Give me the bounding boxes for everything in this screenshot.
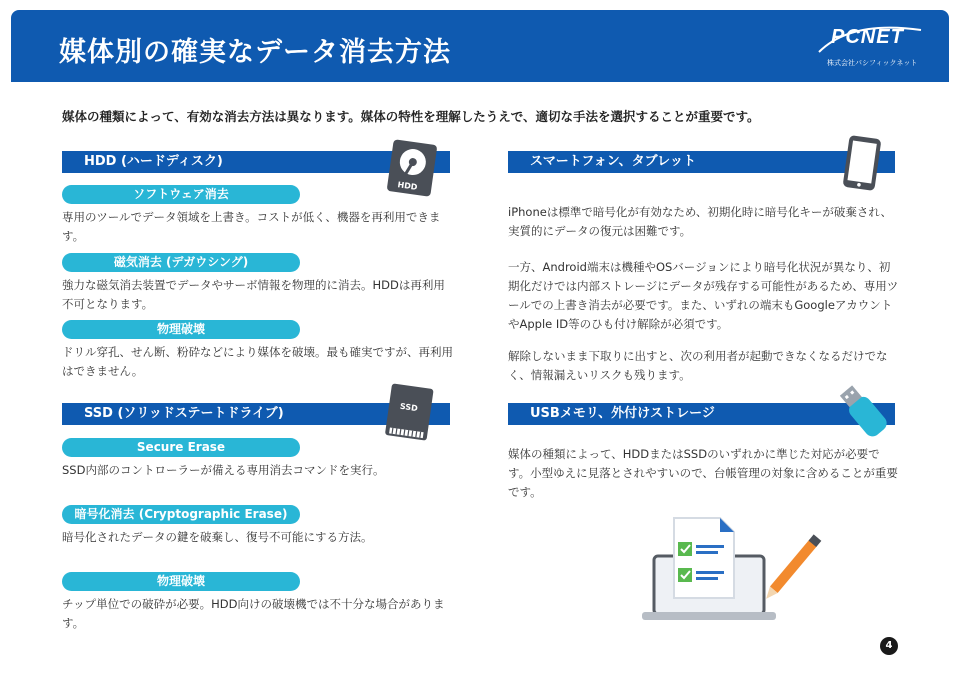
usb-drive-icon [836,382,892,446]
ssd-icon [382,382,436,450]
section-title-usb: USBメモリ、外付けストレージ [530,406,715,421]
ssd-icon-label: SSD [399,401,419,414]
page-header [11,10,949,82]
method-pill-ssd-secure-erase: Secure Erase [62,438,300,457]
section-header-smartphone [508,151,895,173]
method-pill-hdd-degauss: 磁気消去 (デガウシング) [62,253,300,272]
company-logo [811,24,931,72]
smartphone-icon [838,134,886,196]
smartphone-paragraph-2: 一方、Android端末は機種やOSバージョンにより暗号化状況が異なり、初期化だけでは内部ストレージにデータが残存する可能性があるため、専用ツールでの上書き消去が必要です。また、いずれの端末もGoogleアカウントやApple ID等のひも付け解除が必須です。 [508,260,899,331]
method-text-hdd-physical: ドリル穿孔、せん断、粉砕などにより媒体を破壊。最も確実ですが、再利用はできません。 [62,345,453,378]
page-title: 媒体別の確実なデータ消去方法 [59,37,451,68]
logo-text: PCNET [831,26,904,48]
method-text-ssd-secure-erase: SSD内部のコントローラーが備える専用消去コマンドを実行。 [62,463,385,477]
page-number: 4 [880,637,898,655]
method-pill-hdd-software: ソフトウェア消去 [62,185,300,204]
method-pill-hdd-physical: 物理破壊 [62,320,300,339]
method-pill-ssd-physical: 物理破壊 [62,572,300,591]
section-title-smartphone: スマートフォン、タブレット [530,154,697,169]
method-text-ssd-physical: チップ単位での破砕が必要。HDD向けの破壊機では不十分な場合があります。 [62,597,445,630]
laptop-checklist-pencil-icon [640,512,830,628]
usb-text: 媒体の種類によって、HDDまたはSSDのいずれかに準じた対応が必要です。小型ゆえに見落とされやすいので、台帳管理の対象に含めることが重要です。 [508,447,898,499]
hdd-icon [384,138,440,202]
logo-subtitle: 株式会社パシフィックネット [827,59,918,67]
smartphone-paragraph-1: iPhoneは標準で暗号化が有効なため、初期化時に暗号化キーが破棄され、実質的にデータの復元は困難です。 [508,205,893,238]
section-title-hdd: HDD (ハードディスク) [84,154,223,169]
smartphone-paragraph-3: 解除しないまま下取りに出すと、次の利用者が起動できなくなるだけでなく、情報漏えいリスクも残ります。 [508,349,888,382]
method-text-hdd-degauss: 強力な磁気消去装置でデータやサーボ情報を物理的に消去。HDDは再利用不可となります。 [62,278,445,311]
method-text-hdd-software: 専用のツールでデータ領域を上書き。コストが低く、機器を再利用できます。 [62,210,441,243]
method-pill-ssd-crypto-erase: 暗号化消去 (Cryptographic Erase) [62,505,300,524]
intro-text: 媒体の種類によって、有効な消去方法は異なります。媒体の特性を理解したうえで、適切な手法を選択することが重要です。 [62,109,760,124]
hdd-icon-label: HDD [396,180,418,192]
section-title-ssd: SSD (ソリッドステートドライブ) [84,406,284,421]
method-text-ssd-crypto-erase: 暗号化されたデータの鍵を破棄し、復号不可能にする方法。 [62,530,373,544]
